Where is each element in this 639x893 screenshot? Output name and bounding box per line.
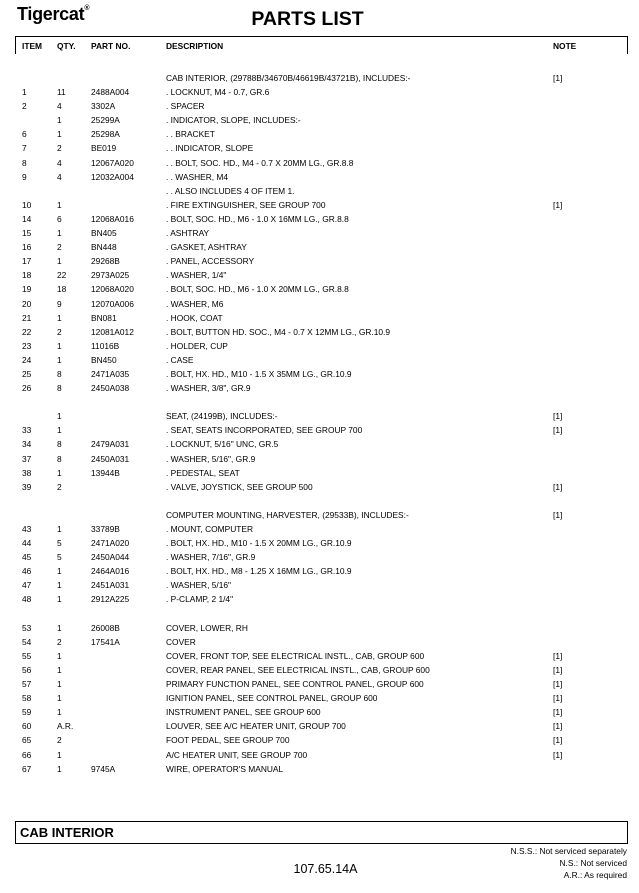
item-number: 17 <box>22 256 32 267</box>
item-number: 37 <box>22 453 32 464</box>
quantity: 1 <box>57 580 62 591</box>
item-number: 7 <box>22 143 27 154</box>
description: . BOLT, HX. HD., M10 - 1.5 X 20MM LG., GR.10.9 <box>166 538 352 549</box>
quantity: 2 <box>57 636 62 647</box>
item-number: 21 <box>22 312 32 323</box>
description: . PEDESTAL, SEAT <box>166 467 240 478</box>
table-row <box>0 85 639 99</box>
table-row <box>0 226 639 240</box>
quantity: 1 <box>57 594 62 605</box>
quantity: 8 <box>57 368 62 379</box>
description: . SPACER <box>166 101 205 112</box>
quantity: 4 <box>57 171 62 182</box>
item-number: 65 <box>22 735 32 746</box>
description: . HOLDER, CUP <box>166 340 228 351</box>
note: [1] <box>553 509 563 520</box>
table-row <box>0 268 639 282</box>
table-row <box>0 99 639 113</box>
table-row <box>0 198 639 212</box>
description: . WASHER, 5/16" <box>166 580 232 591</box>
quantity: 5 <box>57 552 62 563</box>
description: . WASHER, 5/16", GR.9 <box>166 453 256 464</box>
part-number: BN405 <box>91 228 117 239</box>
table-row <box>0 325 639 339</box>
note: [1] <box>553 73 563 83</box>
description: . WASHER, 3/8", GR.9 <box>166 383 251 394</box>
part-number: 2450A044 <box>91 552 130 563</box>
note: [1] <box>553 199 563 210</box>
section-title: CAB INTERIOR <box>20 825 114 840</box>
legend-ns: N.S.: Not serviced <box>559 858 627 868</box>
table-row <box>0 127 639 141</box>
part-number: 2471A035 <box>91 368 130 379</box>
table-row <box>0 113 639 127</box>
item-number: 23 <box>22 340 32 351</box>
table-row <box>0 649 639 663</box>
table-row <box>0 663 639 677</box>
item-number: 39 <box>22 481 32 492</box>
brand-logo: Tigercat® <box>17 4 90 24</box>
item-number: 20 <box>22 298 32 309</box>
page-title: PARTS LIST <box>251 8 364 30</box>
part-number: 33789B <box>91 524 120 534</box>
note: [1] <box>553 721 563 732</box>
quantity: 18 <box>57 284 67 295</box>
column-header-part: PART NO. <box>91 41 131 51</box>
item-number: 48 <box>22 594 32 605</box>
table-row <box>0 762 639 776</box>
table-row <box>0 691 639 705</box>
description: WIRE, OPERATOR'S MANUAL <box>166 763 284 774</box>
item-number: 22 <box>22 326 32 337</box>
description: . BOLT, SOC. HD., M6 - 1.0 X 20MM LG., GR.8.8 <box>166 284 349 295</box>
part-number: 2912A225 <box>91 594 130 605</box>
quantity: 1 <box>57 129 62 140</box>
part-number: 2479A031 <box>91 439 130 450</box>
part-number: 12081A012 <box>91 326 134 337</box>
description: SEAT, (24199B), INCLUDES:- <box>166 411 278 422</box>
section-footer <box>15 821 628 844</box>
description: . GASKET, ASHTRAY <box>166 242 247 253</box>
part-number: 2451A031 <box>91 580 130 591</box>
quantity: 1 <box>57 115 62 126</box>
table-row <box>0 184 639 198</box>
description: . . BRACKET <box>166 129 215 140</box>
quantity: 1 <box>57 650 62 661</box>
quantity: 9 <box>57 298 62 309</box>
table-row <box>0 522 639 536</box>
item-number: 14 <box>22 213 32 224</box>
quantity: 8 <box>57 439 62 450</box>
quantity: A.R. <box>57 721 74 732</box>
description: . BOLT, BUTTON HD. SOC., M4 - 0.7 X 12MM LG., GR.10.9 <box>166 326 391 337</box>
table-row <box>0 621 639 635</box>
item-number: 16 <box>22 242 32 253</box>
table-row <box>0 381 639 395</box>
part-number: 12032A004 <box>91 171 134 182</box>
part-number: 3302A <box>91 101 116 112</box>
table-row <box>0 395 639 409</box>
item-number: 18 <box>22 270 32 281</box>
column-header-description: DESCRIPTION <box>166 41 224 51</box>
item-number: 46 <box>22 566 32 577</box>
part-number: 2450A031 <box>91 453 130 464</box>
table-row <box>0 733 639 747</box>
legend-nss: N.S.S.: Not serviced separately <box>510 846 627 856</box>
table-row <box>0 254 639 268</box>
item-number: 43 <box>22 524 32 534</box>
table-row <box>0 437 639 451</box>
quantity: 1 <box>57 425 62 436</box>
item-number: 6 <box>22 129 27 140</box>
part-number: 17541A <box>91 636 120 647</box>
part-number: 12067A020 <box>91 157 134 168</box>
quantity: 2 <box>57 143 62 154</box>
description: . SEAT, SEATS INCORPORATED, SEE GROUP 700 <box>166 425 363 436</box>
note: [1] <box>553 411 563 422</box>
note: [1] <box>553 650 563 661</box>
table-row <box>0 452 639 466</box>
quantity: 1 <box>57 256 62 267</box>
table-row <box>0 240 639 254</box>
table-row <box>0 367 639 381</box>
quantity: 1 <box>57 693 62 704</box>
page-number: 107.65.14A <box>293 862 358 876</box>
note: [1] <box>553 693 563 704</box>
part-number: 25298A <box>91 129 120 140</box>
item-number: 33 <box>22 425 32 436</box>
quantity: 1 <box>57 467 62 478</box>
column-header-item: ITEM <box>22 41 43 51</box>
part-number: 2973A025 <box>91 270 130 281</box>
item-number: 9 <box>22 171 27 182</box>
table-row <box>0 677 639 691</box>
item-number: 53 <box>22 622 32 633</box>
note: [1] <box>553 481 563 492</box>
description: . INDICATOR, SLOPE, INCLUDES:- <box>166 115 301 126</box>
table-row <box>0 170 639 184</box>
description: A/C HEATER UNIT, SEE GROUP 700 <box>166 749 308 760</box>
note: [1] <box>553 664 563 675</box>
quantity: 2 <box>57 481 62 492</box>
table-row <box>0 635 639 649</box>
description: . WASHER, 1/4" <box>166 270 227 281</box>
description: . WASHER, M6 <box>166 298 224 309</box>
item-number: 15 <box>22 228 32 239</box>
part-number: 12068A020 <box>91 284 134 295</box>
part-number: 9745A <box>91 763 116 774</box>
part-number: 12068A016 <box>91 213 134 224</box>
description: . BOLT, SOC. HD., M6 - 1.0 X 16MM LG., GR.8.8 <box>166 213 349 224</box>
quantity: 2 <box>57 735 62 746</box>
item-number: 55 <box>22 650 32 661</box>
table-row <box>0 156 639 170</box>
description: . LOCKNUT, M4 - 0.7, GR.6 <box>166 87 270 98</box>
quantity: 1 <box>57 679 62 690</box>
part-number: BE019 <box>91 143 117 154</box>
part-number: 2464A016 <box>91 566 130 577</box>
part-number: 29268B <box>91 256 120 267</box>
description: FOOT PEDAL, SEE GROUP 700 <box>166 735 290 746</box>
description: IGNITION PANEL, SEE CONTROL PANEL, GROUP 600 <box>166 693 378 704</box>
table-row <box>0 705 639 719</box>
part-number: 13944B <box>91 467 120 478</box>
item-number: 66 <box>22 749 32 760</box>
table-row <box>0 536 639 550</box>
description: . . ALSO INCLUDES 4 OF ITEM 1. <box>166 185 295 196</box>
quantity: 22 <box>57 270 67 281</box>
description: . BOLT, HX. HD., M8 - 1.25 X 16MM LG., GR.10.9 <box>166 566 352 577</box>
description: . . INDICATOR, SLOPE <box>166 143 254 154</box>
table-row <box>0 578 639 592</box>
table-row <box>0 339 639 353</box>
part-number: BN081 <box>91 312 117 323</box>
quantity: 1 <box>57 312 62 323</box>
quantity: 8 <box>57 383 62 394</box>
description: . PANEL, ACCESSORY <box>166 256 255 267</box>
table-row <box>0 592 639 606</box>
quantity: 2 <box>57 326 62 337</box>
description: . MOUNT, COMPUTER <box>166 524 254 534</box>
quantity: 6 <box>57 213 62 224</box>
note: [1] <box>553 425 563 436</box>
quantity: 1 <box>57 411 62 422</box>
item-number: 26 <box>22 383 32 394</box>
table-row <box>0 719 639 733</box>
description: . P-CLAMP, 2 1/4" <box>166 594 234 605</box>
description: . CASE <box>166 354 194 365</box>
item-number: 59 <box>22 707 32 718</box>
table-row <box>0 71 639 85</box>
item-number: 58 <box>22 693 32 704</box>
table-row <box>0 564 639 578</box>
table-row <box>0 494 639 508</box>
note: [1] <box>553 679 563 690</box>
item-number: 2 <box>22 101 27 112</box>
description: CAB INTERIOR, (29788B/34670B/46619B/43721B), INCLUDES:- <box>166 73 411 83</box>
item-number: 8 <box>22 157 27 168</box>
description: COMPUTER MOUNTING, HARVESTER, (29533B), INCLUDES:- <box>166 509 409 520</box>
quantity: 1 <box>57 664 62 675</box>
quantity: 1 <box>57 354 62 365</box>
table-row <box>0 409 639 423</box>
item-number: 19 <box>22 284 32 295</box>
item-number: 34 <box>22 439 32 450</box>
column-header-note: NOTE <box>553 41 577 51</box>
quantity: 5 <box>57 538 62 549</box>
quantity: 4 <box>57 101 62 112</box>
description: . HOOK, COAT <box>166 312 223 323</box>
quantity: 1 <box>57 763 62 774</box>
part-number: BN448 <box>91 242 117 253</box>
quantity: 1 <box>57 707 62 718</box>
table-row <box>0 212 639 226</box>
description: COVER, REAR PANEL, SEE ELECTRICAL INSTL., CAB, GROUP 600 <box>166 664 430 675</box>
table-row <box>0 748 639 762</box>
item-number: 1 <box>22 87 27 98</box>
part-number: 11016B <box>91 340 120 351</box>
table-row <box>0 466 639 480</box>
legend-ar: A.R.: As required <box>563 870 627 880</box>
description: COVER, FRONT TOP, SEE ELECTRICAL INSTL., CAB, GROUP 600 <box>166 650 425 661</box>
part-number: 25299A <box>91 115 120 126</box>
part-number: BN450 <box>91 354 117 365</box>
description: COVER <box>166 636 196 647</box>
item-number: 57 <box>22 679 32 690</box>
table-row <box>0 282 639 296</box>
item-number: 38 <box>22 467 32 478</box>
quantity: 1 <box>57 340 62 351</box>
description: . . WASHER, M4 <box>166 171 229 182</box>
description: COVER, LOWER, RH <box>166 622 248 633</box>
item-number: 60 <box>22 721 32 732</box>
table-row <box>0 607 639 621</box>
item-number: 24 <box>22 354 32 365</box>
table-row <box>0 353 639 367</box>
quantity: 1 <box>57 524 62 534</box>
note: [1] <box>553 749 563 760</box>
description: . LOCKNUT, 5/16" UNC, GR.5 <box>166 439 279 450</box>
quantity: 8 <box>57 453 62 464</box>
item-number: 56 <box>22 664 32 675</box>
description: PRIMARY FUNCTION PANEL, SEE CONTROL PANEL, GROUP 600 <box>166 679 424 690</box>
quantity: 2 <box>57 242 62 253</box>
description: . . BOLT, SOC. HD., M4 - 0.7 X 20MM LG., GR.8.8 <box>166 157 354 168</box>
item-number: 45 <box>22 552 32 563</box>
quantity: 1 <box>57 749 62 760</box>
part-number: 12070A006 <box>91 298 134 309</box>
part-number: 26008B <box>91 622 120 633</box>
table-row <box>0 311 639 325</box>
description: . FIRE EXTINGUISHER, SEE GROUP 700 <box>166 199 326 210</box>
description: . WASHER, 7/16", GR.9 <box>166 552 256 563</box>
table-row <box>0 423 639 437</box>
table-row <box>0 297 639 311</box>
description: . BOLT, HX. HD., M10 - 1.5 X 35MM LG., GR.10.9 <box>166 368 352 379</box>
quantity: 1 <box>57 622 62 633</box>
column-header-qty: QTY. <box>57 41 76 51</box>
part-number: 2450A038 <box>91 383 130 394</box>
description: INSTRUMENT PANEL, SEE GROUP 600 <box>166 707 321 718</box>
table-row <box>0 508 639 522</box>
part-number: 2471A020 <box>91 538 130 549</box>
table-row <box>0 480 639 494</box>
parts-table-body <box>0 71 639 776</box>
quantity: 1 <box>57 228 62 239</box>
description: . ASHTRAY <box>166 228 210 239</box>
part-number: 2488A004 <box>91 87 130 98</box>
item-number: 25 <box>22 368 32 379</box>
quantity: 1 <box>57 199 62 210</box>
quantity: 11 <box>57 87 66 98</box>
item-number: 54 <box>22 636 32 647</box>
description: . VALVE, JOYSTICK, SEE GROUP 500 <box>166 481 313 492</box>
item-number: 47 <box>22 580 32 591</box>
description: LOUVER, SEE A/C HEATER UNIT, GROUP 700 <box>166 721 346 732</box>
table-row <box>0 141 639 155</box>
quantity: 1 <box>57 566 62 577</box>
note: [1] <box>553 735 563 746</box>
quantity: 4 <box>57 157 62 168</box>
table-row <box>0 550 639 564</box>
item-number: 67 <box>22 763 32 774</box>
item-number: 44 <box>22 538 32 549</box>
note: [1] <box>553 707 563 718</box>
item-number: 10 <box>22 199 32 210</box>
